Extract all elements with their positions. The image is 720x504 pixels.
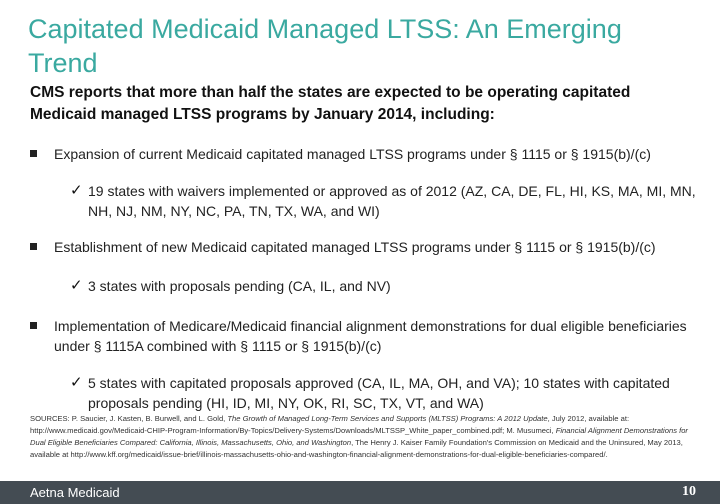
intro-text: CMS reports that more than half the states are expected to be operating capitated Medicaid managed LTSS programs by January 2014, including:: [30, 84, 631, 123]
sources-note: [30, 413, 698, 461]
bullet-item: [30, 237, 690, 257]
bullet-text: Establishment of new Medicaid capitated managed LTSS programs under § 1115 or § 1915(b)/(c): [54, 239, 656, 255]
bullet-item: [30, 144, 690, 164]
sub-item-text: 19 states with waivers implemented or approved as of 2012 (AZ, CA, DE, FL, HI, KS, MA, MI, MN, NH, NJ, NM, NY, NC, PA, TN, TX, WA, and WI): [88, 183, 696, 219]
sub-item: [70, 373, 700, 413]
sub-item-text: 3 states with proposals pending (CA, IL, and NV): [88, 278, 391, 294]
square-bullet-icon: [30, 243, 37, 250]
sources-title-2: Financial Alignment Demonstrations for Dual Eligible Beneficiaries Compared: California, Illinois, Massachusetts, Ohio, and Washington: [30, 426, 688, 447]
footer-brand: Aetna Medicaid: [30, 485, 120, 500]
checkmark-icon: ✓: [70, 276, 83, 294]
bullet-text: Implementation of Medicare/Medicaid financial alignment demonstrations for dual eligible beneficiaries under § 1115A combined with § 1115 or § 1915(b)/(c): [54, 318, 687, 354]
sub-item: [70, 276, 700, 296]
square-bullet-icon: [30, 150, 37, 157]
footer-bar: [0, 481, 720, 504]
sources-suffix: , The Henry J. Kaiser Family Foundation's Commission on Medicaid and the Uninsured, May 2013, available at http://www.kff.org/medicaid/issue-brief/illinois-massachusetts-ohio-and-washington-financial-alignment-demonstrations-for-dual-eligible-beneficiaries-compared/.: [30, 438, 683, 459]
bullet-text: Expansion of current Medicaid capitated managed LTSS programs under § 1115 or § 1915(b)/(c): [54, 146, 651, 162]
slide-title: Capitated Medicaid Managed LTSS: An Emerging Trend: [28, 14, 622, 78]
sources-title-1: The Growth of Managed Long-Term Services and Supports (MLTSS) Programs: A 2012 Update: [227, 414, 548, 423]
page-number: 10: [682, 484, 696, 499]
checkmark-icon: ✓: [70, 181, 83, 199]
bullet-item: [30, 316, 690, 356]
sub-item-text: 5 states with capitated proposals approved (CA, IL, MA, OH, and VA); 10 states with capitated proposals pending (HI, ID, MI, NY, OK, RI, SC, TX, VT, and WA): [88, 375, 670, 411]
sub-item: [70, 181, 700, 221]
sources-prefix: SOURCES: P. Saucier, J. Kasten, B. Burwell, and L. Gold,: [30, 414, 228, 423]
square-bullet-icon: [30, 322, 37, 329]
sources-mid: , July 2012, available at: http://www.medicaid.gov/Medicaid-CHIP-Program-Information/By-Topics/Delivery-Systems/Downloads/MLTSSP_White_paper_combined.pdf; M. Musumeci,: [30, 414, 630, 435]
checkmark-icon: ✓: [70, 373, 83, 391]
